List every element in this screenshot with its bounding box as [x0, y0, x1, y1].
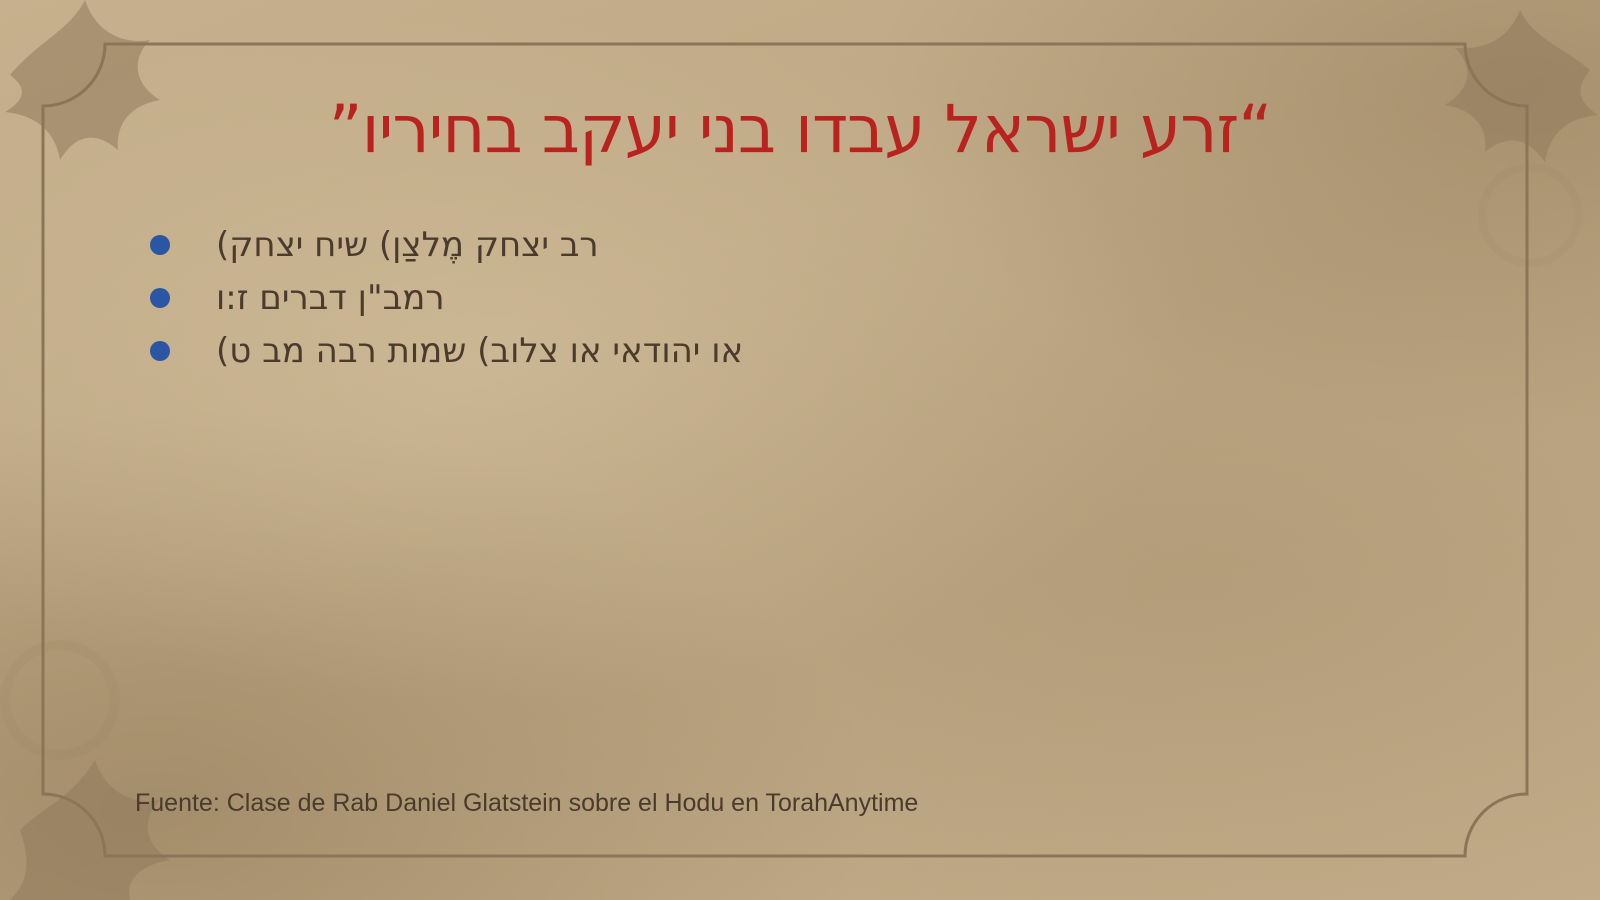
bullet-text: רב יצחק מֶלצַן) שיח יצחק) [216, 224, 599, 265]
slide-title: “זרע ישראל עבדו בני יעקב בחיריו” [328, 91, 1272, 168]
source-footnote: Fuente: Clase de Rab Daniel Glatstein sobre el Hodu en TorahAnytime [135, 789, 919, 817]
bullet-text: או יהודאי או צלוב) שמות רבה מב ט) [216, 330, 744, 371]
bullet-dot-icon [150, 235, 170, 255]
list-item [150, 218, 743, 271]
list-item [150, 271, 743, 324]
list-item [150, 324, 743, 377]
corner-leaf-icon-bottom-left [10, 760, 170, 900]
bullet-list [150, 218, 743, 377]
bullet-dot-icon [150, 341, 170, 361]
bullet-text: רמב"ן דברים ז:ו [216, 277, 445, 318]
bullet-dot-icon [150, 288, 170, 308]
